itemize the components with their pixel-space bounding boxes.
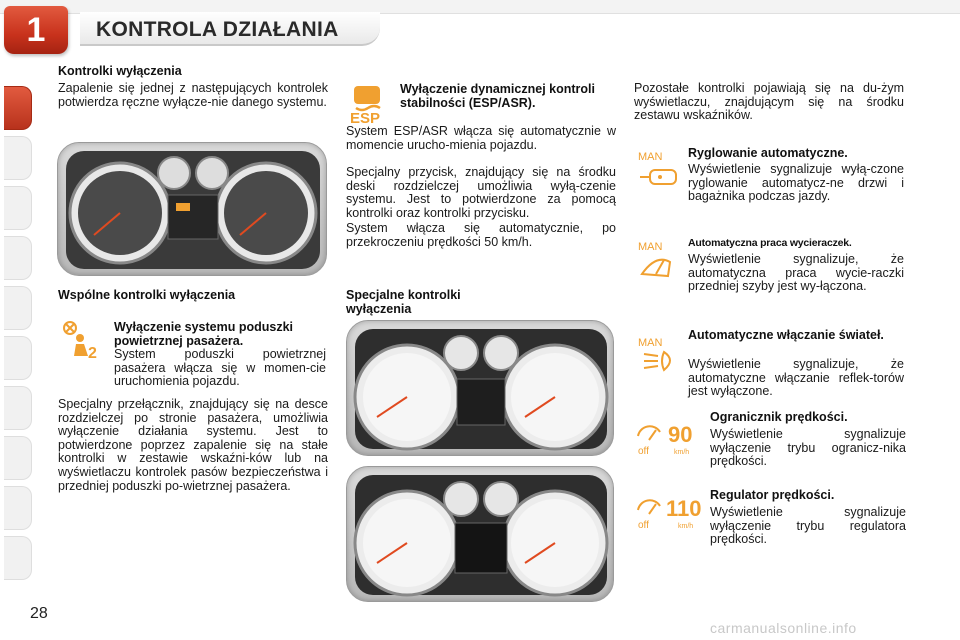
- column3-intro: Pozostałe kontrolki pojawiają się na du-żym wyświetlaczu, znajdującym się na środku zestawu wskaźników.: [634, 81, 904, 123]
- esp-icon-label: ESP: [350, 110, 381, 127]
- side-tab[interactable]: [4, 286, 32, 330]
- instrument-cluster-image-2: [346, 320, 614, 456]
- auto-headlights-off-icon: [636, 334, 680, 381]
- speed-limiter-text: Wyświetlenie sygnalizuje wyłączenie trybu ogranicz-nika prędkości.: [710, 427, 906, 469]
- side-tab[interactable]: [4, 436, 32, 480]
- cruise-control-text: Wyświetlenie sygnalizuje wyłączenie trybu regulatora prędkości.: [710, 505, 906, 547]
- unit-label: km/h: [678, 523, 694, 530]
- svg-text:2: 2: [88, 345, 97, 360]
- side-tab[interactable]: [4, 486, 32, 530]
- man-label: MAN: [638, 241, 663, 253]
- speed-limiter-off-icon: [634, 418, 704, 463]
- central-locking-heading: Ryglowanie automatyczne.: [688, 146, 848, 160]
- man-label: MAN: [638, 151, 663, 163]
- off-label: off: [638, 446, 649, 457]
- auto-wipers-off-icon: [636, 238, 680, 285]
- page-title: KONTROLA DZIAŁANIA: [96, 18, 339, 41]
- side-tab[interactable]: [4, 136, 32, 180]
- cruise-value: 110: [666, 496, 702, 521]
- esp-heading: Wyłączenie dynamicznej kontroli stabilności (ESP/ASR).: [400, 82, 595, 110]
- side-tab[interactable]: [4, 386, 32, 430]
- section-heading-disable-lights: Kontrolki wyłączenia: [58, 64, 182, 78]
- limit-value: 90: [668, 422, 693, 447]
- chapter-side-tabs: [0, 64, 36, 584]
- side-tab[interactable]: [4, 536, 32, 580]
- airbag-note: Specjalny przełącznik, znajdujący się na desce rozdzielczej po stronie pasażera, umożliwia wyłączenie działania systemu. Jest to potwierdzone poprzez zapalenie się na stałe kontrolki w zestawie wskaźni-ków lub na wyświetlaczu kontrolek pasów bezpieczeństwa i przedniej poduszki po-wietrznej pasażera.: [58, 397, 328, 493]
- page-number: 28: [30, 605, 48, 622]
- watermark: carmanualsonline.info: [710, 620, 857, 636]
- special-lights-heading: Specjalne kontrolki wyłączenia: [346, 288, 461, 316]
- airbag-text: System poduszki powietrznej pasażera włącza się w momen-cie uruchomienia pojazdu.: [114, 347, 326, 389]
- intro-paragraph: Zapalenie się jednej z następujących kontrolek potwierdza ręczne wyłącze-nie danego systemu.: [58, 81, 328, 109]
- instrument-cluster-image-3: [346, 466, 614, 602]
- common-lights-heading: Wspólne kontrolki wyłączenia: [58, 288, 236, 302]
- esp-text-2: Specjalny przycisk, znajdujący się na środku deski rozdzielczej umożliwia wyłą-czenie systemu. Jest to potwierdzone za pomocą kontrolki oraz kontrolki przycisku.: [346, 165, 616, 220]
- unit-label: km/h: [674, 449, 690, 456]
- man-label: MAN: [638, 337, 663, 349]
- central-locking-off-icon: [636, 148, 680, 195]
- esp-text-1: System ESP/ASR włącza się automatycznie w momencie urucho-mienia pojazdu.: [346, 124, 616, 152]
- off-label: off: [638, 520, 649, 531]
- auto-headlights-text: Wyświetlenie sygnalizuje, że automatyczne włączanie reflek-torów jest wyłączone.: [688, 357, 904, 399]
- chapter-number-tab: 1: [4, 6, 68, 54]
- cruise-control-heading: Regulator prędkości.: [710, 488, 835, 502]
- central-locking-text: Wyświetlenie sygnalizuje wyłą-czone ryglowanie automatycz-ne drzwi i bagażnika podczas jazdy.: [688, 162, 904, 204]
- auto-wipers-text: Wyświetlenie sygnalizuje, że automatyczna praca wycie-raczki przedniej szyby jest wy-łączona.: [688, 252, 904, 294]
- side-tab-active[interactable]: [4, 86, 32, 130]
- side-tab[interactable]: [4, 186, 32, 230]
- side-tab[interactable]: [4, 336, 32, 380]
- side-tab[interactable]: [4, 236, 32, 280]
- esp-text-3: System włącza się automatycznie, po przekroczeniu prędkości 50 km/h.: [346, 221, 616, 249]
- airbag-heading: Wyłączenie systemu poduszki powietrznej pasażera.: [114, 320, 293, 348]
- auto-wipers-heading: Automatyczna praca wycieraczek.: [688, 237, 852, 249]
- airbag-off-icon: [58, 318, 102, 365]
- auto-headlights-heading: Automatyczne włączanie świateł.: [688, 328, 884, 342]
- speed-limiter-heading: Ogranicznik prędkości.: [710, 410, 848, 424]
- instrument-cluster-image-1: [57, 142, 327, 276]
- page-header: [0, 0, 960, 56]
- cruise-control-off-icon: [634, 492, 704, 537]
